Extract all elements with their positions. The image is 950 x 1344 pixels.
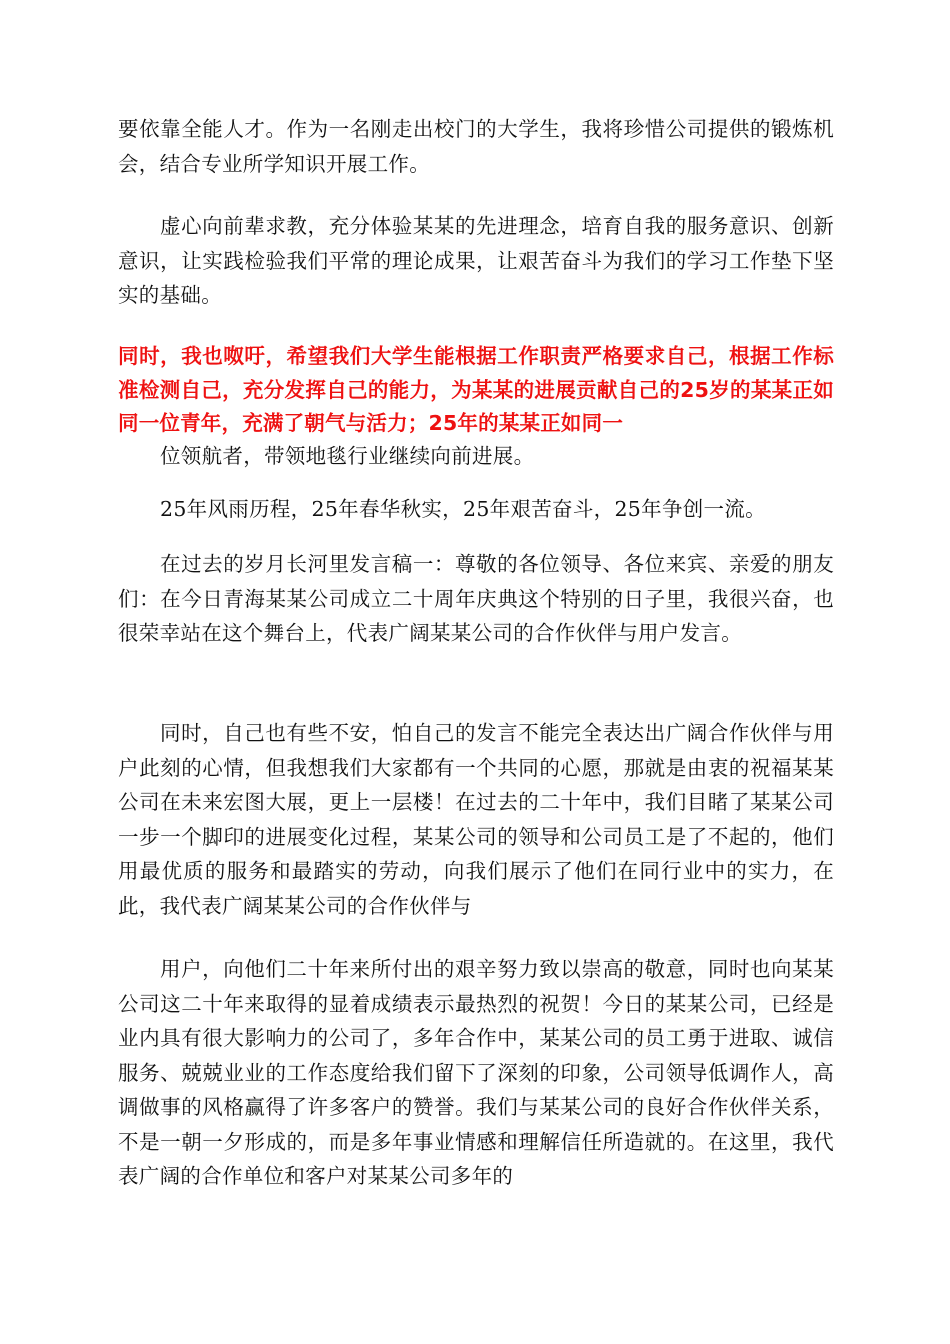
paragraph-7: 同时，自己也有些不安，怕自己的发言不能完全表达出广阔合作伙伴与用户此刻的心情，但我想我们大家都有一个共同的心愿，那就是由衷的祝福某某公司在未来宏图大展，更上一层楼！在过去的二十年中，我们目睹了某某公司一步一个脚印的进展变化过程，某某公司的领导和公司员工是了不起的，他们用最优质的服务和最踏实的劳动，向我们展示了他们在同行业中的实力，在此，我代表广阔某某公司的合作伙伴与 [118, 721, 834, 918]
paragraph-4: 位领航者，带领地毯行业继续向前进展。 [160, 444, 535, 468]
paragraph-2: 虚心向前辈求教，充分体验某某的先进理念，培育自我的服务意识、创新意识，让实践检验我们平常的理论成果，让艰苦奋斗为我们的学习工作垫下坚实的基础。 [118, 214, 834, 307]
paragraph-1: 要依靠全能人才。作为一名刚走出校门的大学生，我将珍惜公司提供的锻炼机会，结合专业所学知识开展工作。 [118, 117, 834, 176]
paragraph-6: 在过去的岁月长河里发言稿一：尊敬的各位领导、各位来宾、亲爱的朋友们：在今日青海某某公司成立二十周年庆典这个特别的日子里，我很兴奋，也很荣幸站在这个舞台上，代表广阔某某公司的合作伙伴与用户发言。 [118, 552, 834, 645]
paragraph-8: 用户，向他们二十年来所付出的艰辛努力致以崇高的敬意，同时也向某某公司这二十年来取得的显着成绩表示最热烈的祝贺！今日的某某公司，已经是业内具有很大影响力的公司了，多年合作中，某某公司的员工勇于进取、诚信服务、兢兢业业的工作态度给我们留下了深刻的印象，公司领导低调作人，高调做事的风格赢得了许多客户的赞誉。我们与某某公司的良好合作伙伴关系，不是一朝一夕形成的，而是多年事业情感和理解信任所造就的。在这里，我代表广阔的合作单位和客户对某某公司多年的 [118, 957, 834, 1188]
highlighted-paragraph: 同时，我也呶吁，希望我们大学生能根据工作职责严格要求自己，根据工作标准检测自己，充分发挥自己的能力，为某某的进展贡献自己的25岁的某某正如同一位青年，充满了朝气与活力；25年的某某正如同一 [118, 344, 834, 435]
paragraph-5: 25年风雨历程，25年春华秋实，25年艰苦奋斗，25年争创一流。 [160, 497, 766, 521]
